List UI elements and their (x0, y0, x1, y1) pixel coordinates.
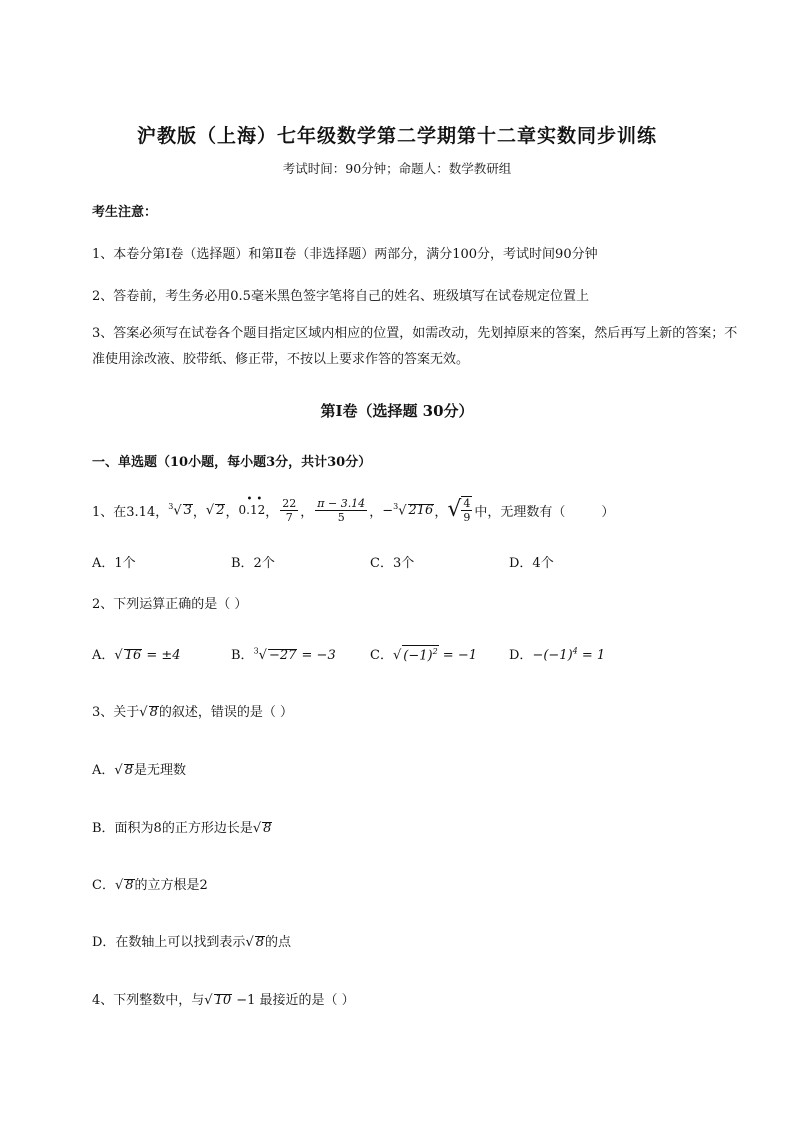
q1-option-d[interactable]: D．4个 (509, 556, 554, 571)
q2-option-a[interactable]: A．√ 16 = ±4 (92, 648, 181, 663)
q1-fraction-pi: $\frac{\pi - 3.14}{5}$ (317, 496, 366, 524)
q3-option-b[interactable]: B．面积为8的正方形边长是√ 8 (92, 821, 272, 836)
question-2: 2、下列运算正确的是（ ） (92, 597, 248, 612)
part-heading: 一、单选题（10小题，每小题3分，共计30分） (92, 455, 372, 470)
q1-prefix: 1、在3.14， (92, 504, 169, 520)
exam-subtitle: 考试时间：90分钟；命题人：数学教研组 (282, 161, 512, 176)
q2-option-d[interactable]: D．$-(-1)^4 = 1$ (509, 646, 606, 663)
page-title: 沪教版（上海）七年级数学第二学期第十二章实数同步训练 (136, 125, 657, 147)
question-3: 3、关于√ 8的叙述，错误的是（ ） (92, 705, 293, 720)
q3-option-a[interactable]: A．√ 8是无理数 (92, 763, 186, 778)
q3-option-d[interactable]: D．在数轴上可以找到表示√ 8的点 (92, 935, 292, 950)
q3-option-c[interactable]: C．√ 8的立方根是2 (92, 878, 208, 893)
question-4: 4、下列整数中，与√ 10 −1 最接近的是（ ） (92, 993, 355, 1008)
q2-option-c[interactable]: C．√ $(-1)^2 = -1$ (370, 646, 477, 663)
notice-item-3: 3、答案必须写在试卷各个题目指定区域内相应的位置，如需改动，先划掉原来的答案，然后再写上新的答案；不准使用涂改液、胶带纸、修正带，不按以上要求作答的答案无效。 (92, 326, 738, 367)
q1-neg-cbrt216: −$^3$√ 216 (382, 501, 434, 519)
q1-option-a[interactable]: A．1个 (92, 556, 136, 571)
notice-item-2: 2、答卷前，考生务必用0.5毫米黑色签字笔将自己的姓名、班级填写在试卷规定位置上 (92, 289, 589, 304)
notice-item-1: 1、本卷分第I卷（选择题）和第Ⅱ卷（非选择题）两部分，满分100分，考试时间90分钟 (92, 247, 598, 262)
q1-cbrt3: $^3$√ 3 (168, 501, 192, 519)
q1-option-c[interactable]: C．3个 (370, 556, 415, 571)
q1-suffix: 中，无理数有（ (474, 504, 566, 520)
q1-sqrt2: √ 2 (205, 502, 225, 518)
question-1: 1、在3.14， $^3$√ 3 ， √ 2 ， •• 0.12 ， $\frac{22}{7}$ ， $\frac{\pi - 3.14}{5}$ ， −$^3$√ 216 ， √ $\frac{4}{9}$ 中，无理数有（ ） (92, 494, 615, 524)
section-title: 第I卷（选择题 30分） (320, 402, 474, 420)
q1-option-b[interactable]: B．2个 (231, 556, 275, 571)
q1-fraction-22-7: $\frac{22}{7}$ (282, 496, 297, 524)
q2-option-b[interactable]: B．$^3$√ −27 = −3 (231, 646, 336, 663)
q1-repeating-decimal: •• 0.12 (238, 494, 267, 517)
notice-heading: 考生注意： (92, 205, 158, 220)
q1-close-paren: ） (601, 504, 615, 520)
q1-sqrt-fraction: √ $\frac{4}{9}$ (447, 497, 471, 524)
